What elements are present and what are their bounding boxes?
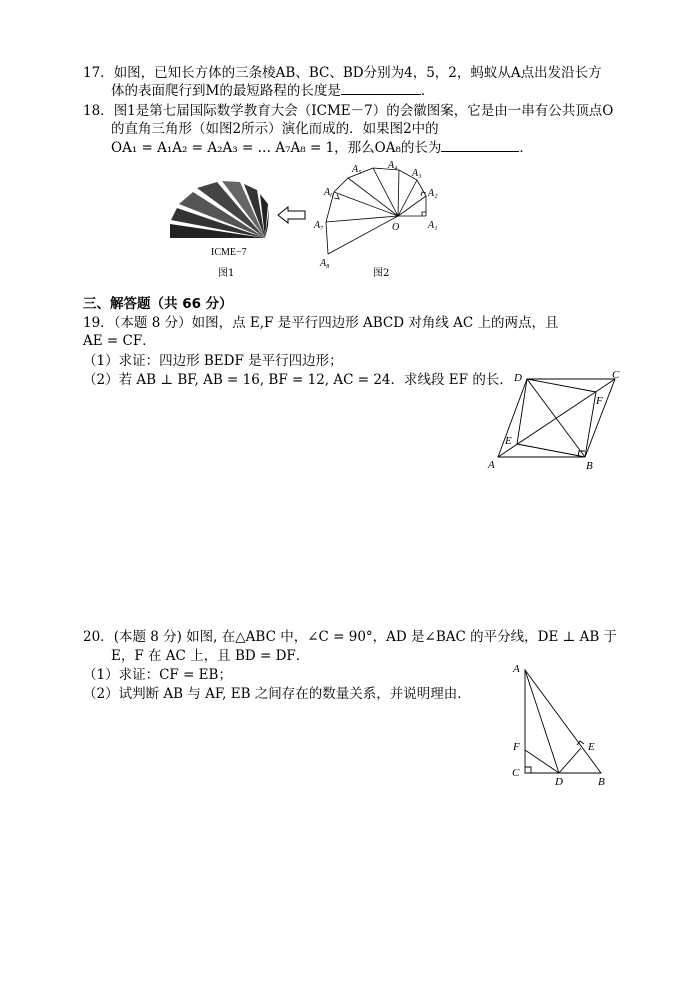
q18-end: ．: [519, 140, 533, 156]
q20-part2: （2）试判断 AB 与 AF, EB 之间存在的数量关系，并说明理由．: [83, 686, 471, 702]
q19-label-b: B: [586, 460, 593, 472]
q20-part1: （1）求证：CF = EB；: [83, 667, 232, 683]
q20-figure: [506, 658, 616, 790]
q19-part1: （1）求证：四边形 BEDF 是平行四边形；: [83, 353, 343, 369]
fig2-label-a8: A₈: [320, 258, 330, 269]
fig2-label-a6: A₆: [324, 187, 334, 198]
q19-figure: [484, 368, 634, 478]
left-arrow-icon: [277, 206, 307, 224]
fig2-label-a5: A₅: [352, 164, 362, 175]
q17-text-line2: 体的表面爬行到M的最短路程的长度是: [111, 83, 341, 99]
q18-line1: [83, 102, 613, 120]
q20-label-b: B: [598, 776, 605, 788]
section-heading: 三、解答题（共 66 分）: [83, 296, 233, 312]
q19-label-e: E: [505, 435, 512, 447]
q18-text-line2: 的直角三角形（如图2所示）演化而成的．如果图2中的: [111, 121, 439, 137]
q17-line2: [111, 82, 434, 100]
q20-label-d: D: [555, 776, 563, 788]
q17-end: ．: [420, 83, 435, 99]
fig2-label-a7: A₇: [314, 220, 324, 231]
q19-label-c: C: [612, 369, 620, 381]
q20-line2: E，F 在 AC 上，且 BD = DF．: [111, 648, 310, 664]
q17-number: 17．: [83, 65, 114, 81]
q20-label-f: F: [513, 741, 520, 753]
fig2-label-a2: A₂: [428, 188, 438, 199]
q19-label-f: F: [596, 395, 603, 407]
icme-logo-triangles: [170, 181, 269, 238]
q18-figure2: [310, 158, 440, 270]
q18-number: 18．: [83, 103, 114, 119]
q18-figure1-caption: 图1: [218, 268, 235, 279]
q19-line2: AE = CF．: [83, 333, 156, 349]
q18-text-line3: OA₁ = A₁A₂ = A₂A₃ = … A₇A₈ = 1，那么OA₈的长为: [111, 140, 442, 156]
q19-part2: （2）若 AB ⊥ BF, AB = 16, BF = 12, AC = 24．求线段 EF 的长．: [83, 372, 513, 388]
q19-text-line1: （本题 8 分）如图，点 E,F 是平行四边形 ABCD 对角线 AC 上的两点，且: [113, 315, 559, 331]
fig2-label-a4: A₄: [388, 160, 398, 171]
q19-line1: [83, 314, 559, 332]
q18-line3: [111, 139, 533, 157]
q20-label-a: A: [513, 663, 520, 675]
q17-line1: [83, 64, 602, 82]
q17-answer-blank[interactable]: [341, 82, 421, 95]
q20-label-e: E: [588, 741, 595, 753]
q20-line1: [83, 628, 617, 646]
q20-label-c: C: [512, 767, 520, 779]
q18-answer-blank[interactable]: [441, 139, 519, 152]
q19-number: 19．: [83, 315, 114, 331]
spiral-outer-chain: [326, 168, 426, 254]
q17-text-line1: 如图，已知长方体的三条棱AB、BC、BD分别为4，5，2，蚂蚁从A点出发沿长方: [113, 65, 602, 81]
fig2-label-o: O: [392, 222, 400, 233]
q19-label-a: A: [488, 459, 495, 471]
fig2-label-a3: A₃: [412, 168, 422, 179]
q18-figure1: [165, 168, 275, 248]
fig2-label-a1: A₁: [428, 220, 438, 231]
q19-label-d: D: [514, 372, 522, 384]
q20-text-line1: (本题 8 分) 如图, 在△ABC 中，∠C = 90°，AD 是∠BAC 的平分线，DE ⊥ AB 于: [113, 629, 618, 645]
q20-number: 20．: [83, 629, 114, 645]
q18-line2: [111, 120, 439, 138]
bisector-ad: [525, 670, 559, 773]
icme-logo-text: ICME−7: [211, 247, 247, 258]
q18-figure2-caption: 图2: [373, 268, 390, 279]
q18-text-line1: 图1是第七届国际数学教育大会（ICME－7）的会徽图案，它是由一串有公共顶点O: [113, 103, 614, 119]
